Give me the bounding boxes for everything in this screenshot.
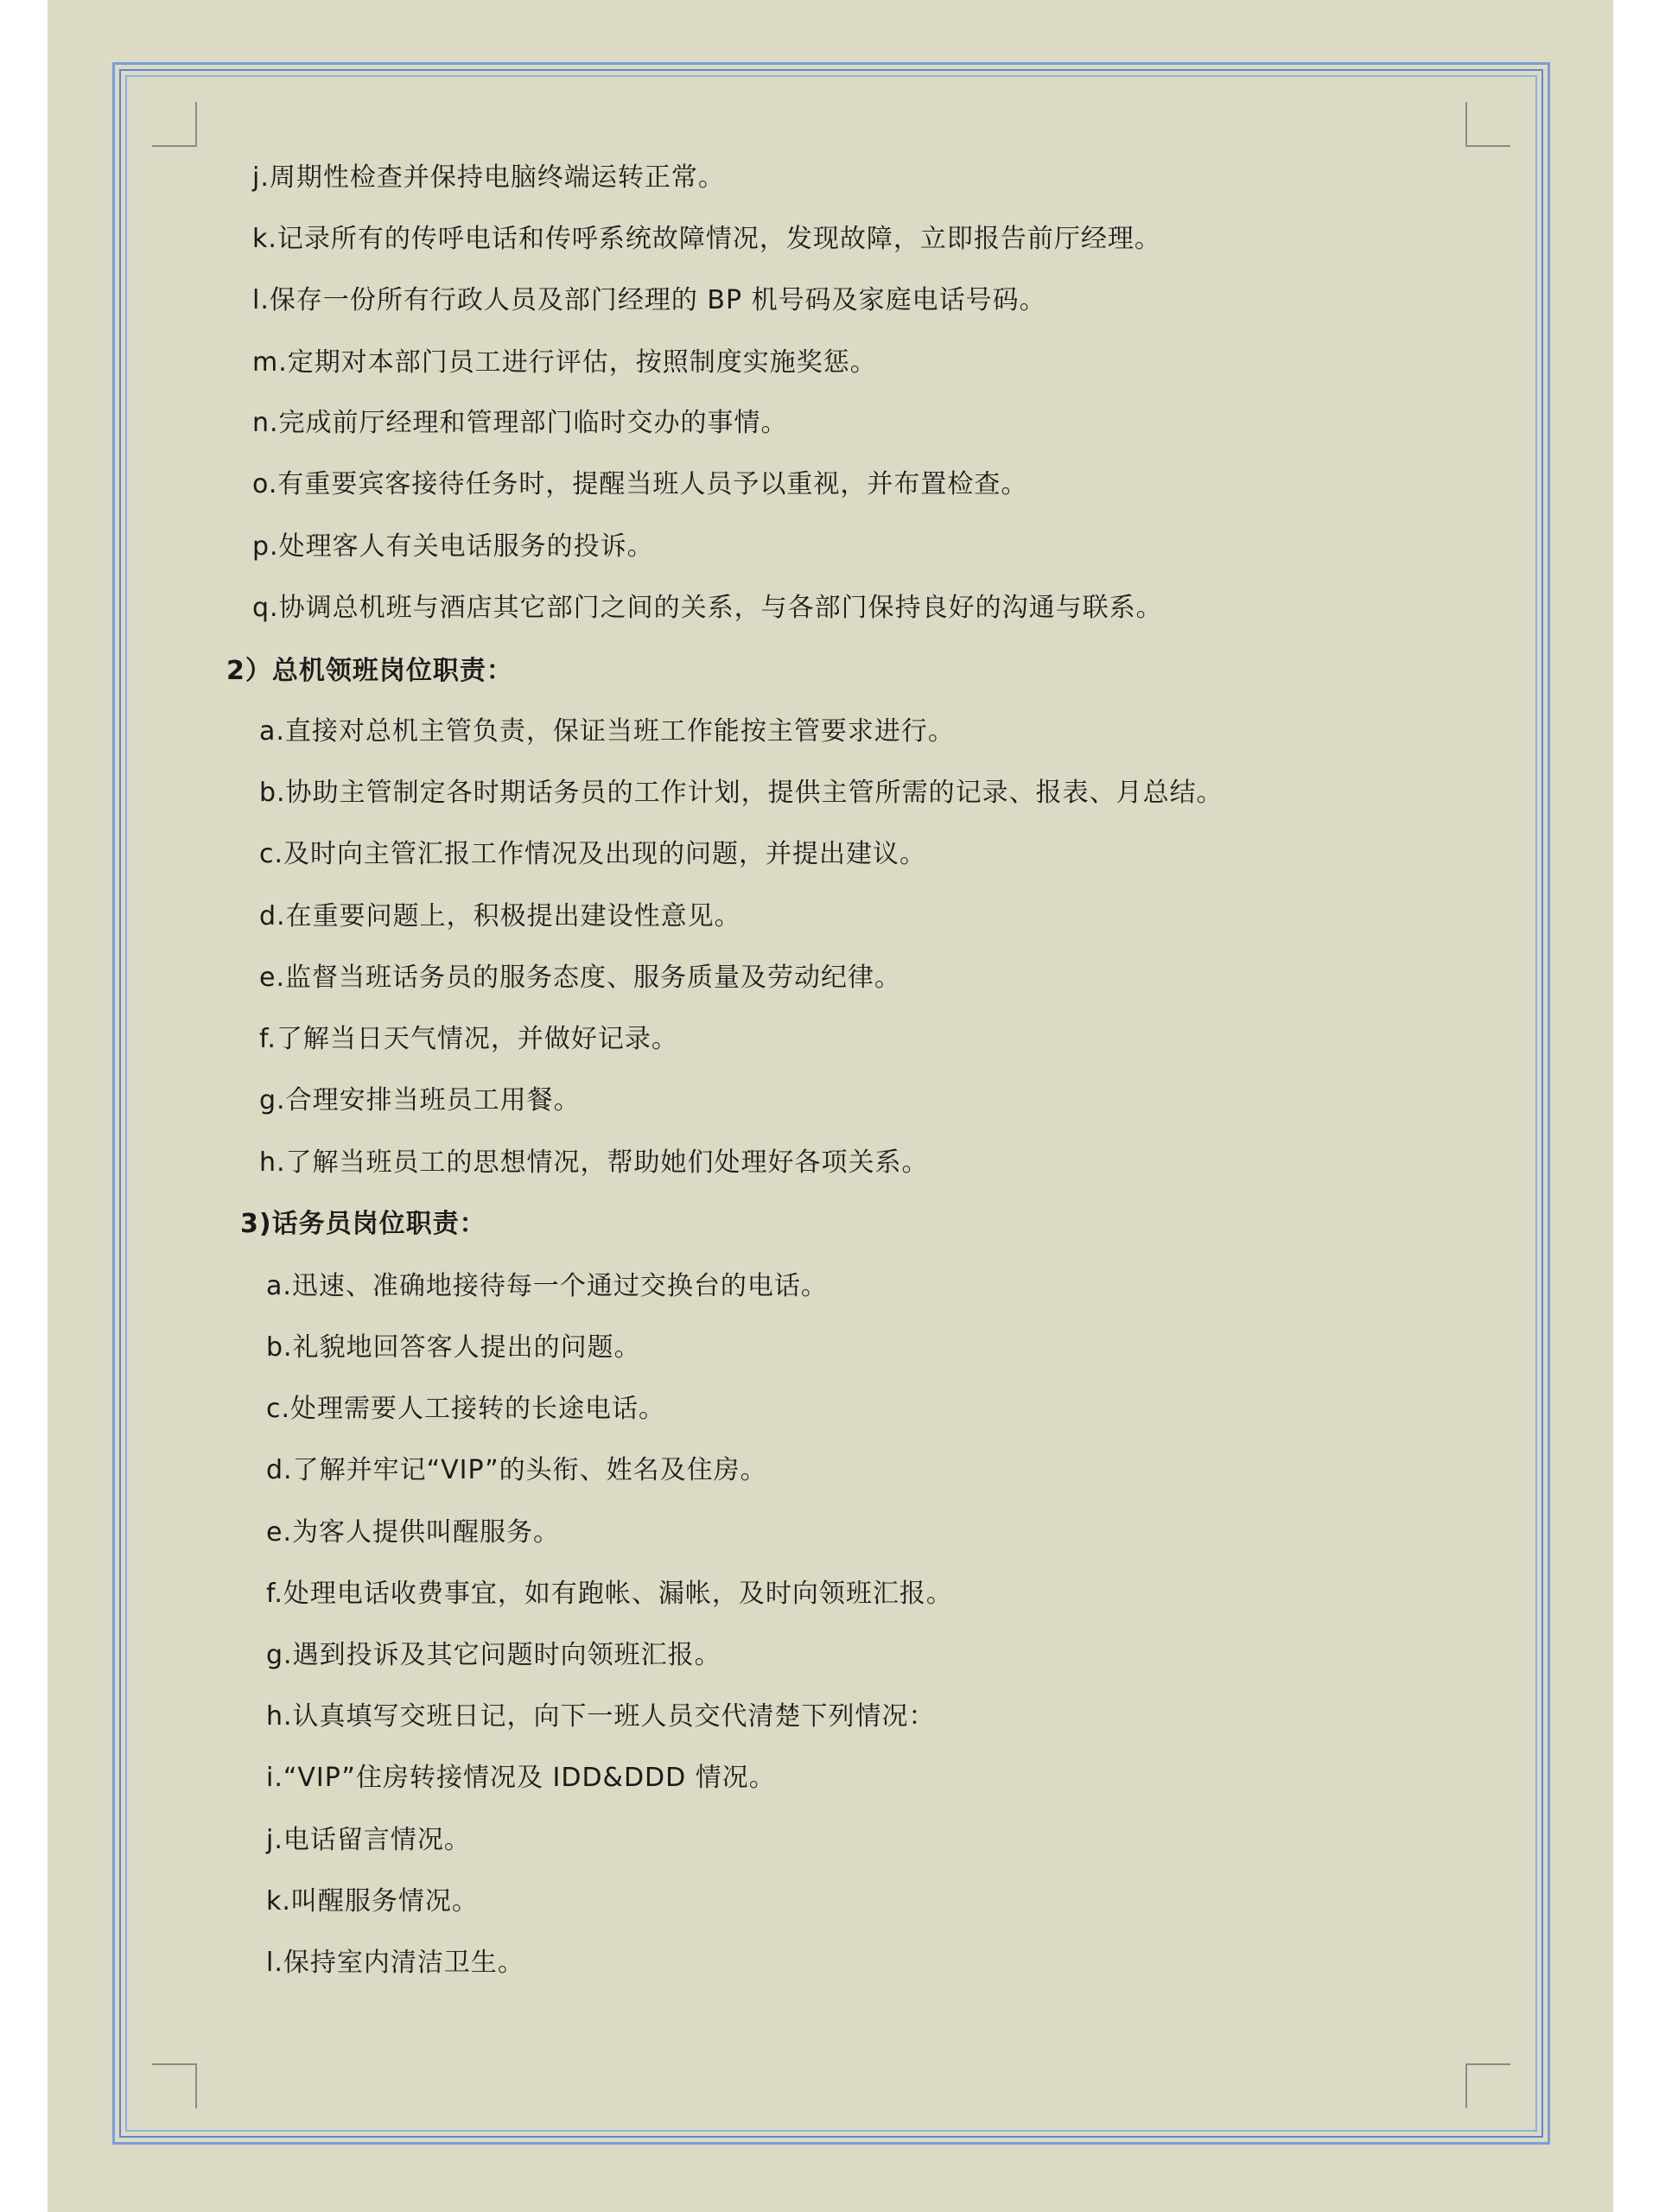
- list-item: e.为客人提供叫醒服务。: [266, 1517, 560, 1548]
- list-item: j.电话留言情况。: [266, 1825, 471, 1855]
- corner-mark-top-right: [1465, 102, 1510, 147]
- list-item: f.了解当日天气情况，并做好记录。: [259, 1024, 678, 1054]
- list-item: l.保存一份所有行政人员及部门经理的 BP 机号码及家庭电话号码。: [252, 285, 1046, 315]
- list-item: p.处理客人有关电话服务的投诉。: [252, 531, 654, 562]
- corner-mark-bottom-left: [152, 2063, 197, 2108]
- list-item: g.合理安排当班员工用餐。: [259, 1085, 581, 1116]
- list-item: b.礼貌地回答客人提出的问题。: [266, 1332, 641, 1363]
- list-item: a.直接对总机主管负责，保证当班工作能按主管要求进行。: [259, 716, 955, 747]
- list-item: c.处理需要人工接转的长途电话。: [266, 1394, 666, 1424]
- list-item: i.“VIP”住房转接情况及 IDD&DDD 情况。: [266, 1763, 776, 1793]
- list-item: o.有重要宾客接待任务时，提醒当班人员予以重视，并布置检查。: [252, 469, 1028, 499]
- list-item: c.及时向主管汇报工作情况及出现的问题，并提出建议。: [259, 839, 927, 869]
- list-item: d.在重要问题上，积极提出建设性意见。: [259, 901, 741, 931]
- list-item: d.了解并牢记“VIP”的头衔、姓名及住房。: [266, 1455, 767, 1485]
- list-item: k.记录所有的传呼电话和传呼系统故障情况，发现故障，立即报告前厅经理。: [252, 224, 1161, 254]
- list-item: q.协调总机班与酒店其它部门之间的关系，与各部门保持良好的沟通与联系。: [252, 593, 1163, 623]
- list-item: m.定期对本部门员工进行评估，按照制度实施奖惩。: [252, 347, 877, 378]
- section-heading: 2）总机领班岗位职责：: [226, 656, 513, 686]
- list-item: a.迅速、准确地接待每一个通过交换台的电话。: [266, 1271, 828, 1301]
- list-item: h.认真填写交班日记，向下一班人员交代清楚下列情况：: [266, 1701, 936, 1732]
- list-item: f.处理电话收费事宜，如有跑帐、漏帐，及时向领班汇报。: [266, 1579, 953, 1609]
- list-item: l.保持室内清洁卫生。: [266, 1948, 524, 1978]
- list-item: k.叫醒服务情况。: [266, 1886, 479, 1916]
- corner-mark-bottom-right: [1465, 2063, 1510, 2108]
- list-item: h.了解当班员工的思想情况，帮助她们处理好各项关系。: [259, 1147, 929, 1178]
- section-heading: 3)话务员岗位职责：: [240, 1209, 486, 1239]
- corner-mark-top-left: [152, 102, 197, 147]
- list-item: b.协助主管制定各时期话务员的工作计划，提供主管所需的记录、报表、月总结。: [259, 778, 1224, 808]
- list-item: g.遇到投诉及其它问题时向领班汇报。: [266, 1640, 721, 1670]
- list-item: e.监督当班话务员的服务态度、服务质量及劳动纪律。: [259, 963, 901, 993]
- list-item: n.完成前厅经理和管理部门临时交办的事情。: [252, 408, 788, 438]
- list-item: j.周期性检查并保持电脑终端运转正常。: [252, 162, 725, 193]
